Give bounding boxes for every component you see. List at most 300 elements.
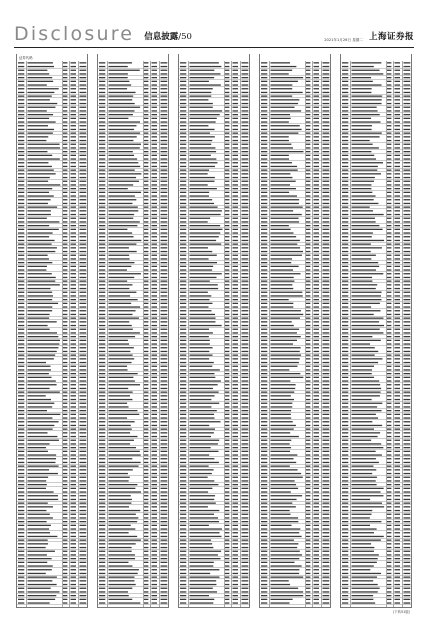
text-stroke	[261, 184, 267, 185]
text-stroke	[306, 503, 310, 504]
text-stroke	[342, 340, 348, 341]
text-stroke	[352, 303, 380, 304]
text-stroke	[387, 565, 391, 566]
text-stroke	[352, 380, 380, 381]
text-stroke	[71, 473, 77, 474]
text-stroke	[242, 577, 249, 578]
text-stroke	[352, 155, 375, 156]
text-stroke	[28, 62, 53, 63]
text-stroke	[80, 203, 87, 204]
text-stroke	[144, 443, 148, 444]
text-stroke	[387, 110, 391, 111]
text-stroke	[80, 73, 87, 74]
text-stroke	[225, 510, 229, 511]
text-stroke	[271, 562, 295, 563]
text-stroke	[18, 380, 24, 381]
text-stroke	[323, 136, 330, 137]
text-stroke	[342, 262, 348, 263]
text-stroke	[314, 414, 320, 415]
text-stroke	[395, 517, 401, 518]
text-stroke	[233, 602, 239, 603]
text-stroke	[180, 232, 186, 233]
text-stroke	[152, 110, 158, 111]
text-stroke	[306, 110, 310, 111]
text-stroke	[314, 136, 320, 137]
text-stroke	[271, 366, 298, 367]
text-stroke	[242, 558, 249, 559]
text-stroke	[404, 184, 411, 185]
text-stroke	[387, 136, 391, 137]
text-stroke	[180, 133, 186, 134]
text-stroke	[63, 225, 67, 226]
text-stroke	[63, 321, 67, 322]
text-stroke	[242, 440, 249, 441]
illegible-text-rows	[17, 61, 89, 608]
text-stroke	[28, 225, 50, 226]
text-stroke	[109, 251, 137, 252]
text-stroke	[225, 277, 229, 278]
text-stroke	[342, 369, 348, 370]
text-stroke	[314, 177, 320, 178]
text-stroke	[323, 528, 330, 529]
text-stroke	[323, 495, 330, 496]
text-stroke	[63, 495, 67, 496]
text-stroke	[342, 118, 348, 119]
text-stroke	[18, 417, 24, 418]
text-stroke	[314, 462, 320, 463]
text-stroke	[306, 144, 310, 145]
text-stroke	[271, 384, 296, 385]
text-stroke	[314, 355, 320, 356]
text-stroke	[387, 140, 391, 141]
text-stroke	[63, 232, 67, 233]
text-stroke	[63, 580, 67, 581]
text-stroke	[323, 491, 330, 492]
text-stroke	[261, 151, 267, 152]
text-stroke	[387, 251, 391, 252]
text-stroke	[63, 129, 67, 130]
text-stroke	[404, 343, 411, 344]
text-stroke	[242, 195, 249, 196]
text-stroke	[152, 488, 158, 489]
text-stroke	[352, 107, 377, 108]
text-stroke	[71, 284, 77, 285]
text-stroke	[323, 358, 330, 359]
text-stroke	[152, 92, 158, 93]
text-stroke	[152, 99, 158, 100]
text-stroke	[271, 244, 298, 245]
text-stroke	[271, 129, 302, 130]
text-stroke	[225, 425, 229, 426]
text-stroke	[190, 173, 208, 174]
text-stroke	[233, 221, 239, 222]
text-stroke	[63, 484, 67, 485]
text-stroke	[387, 521, 391, 522]
text-stroke	[352, 273, 384, 274]
text-stroke	[63, 399, 67, 400]
text-stroke	[323, 129, 330, 130]
text-stroke	[144, 369, 148, 370]
text-stroke	[225, 181, 229, 182]
text-stroke	[63, 469, 67, 470]
text-stroke	[190, 517, 219, 518]
text-stroke	[404, 584, 411, 585]
text-stroke	[404, 384, 411, 385]
text-stroke	[161, 336, 168, 337]
text-stroke	[152, 369, 158, 370]
text-stroke	[352, 240, 385, 241]
text-stroke	[109, 292, 137, 293]
text-stroke	[71, 369, 77, 370]
text-stroke	[80, 144, 87, 145]
text-stroke	[395, 158, 401, 159]
text-stroke	[63, 440, 67, 441]
text-stroke	[242, 562, 249, 563]
text-stroke	[314, 299, 320, 300]
text-stroke	[28, 303, 59, 304]
text-stroke	[314, 195, 320, 196]
text-stroke	[109, 110, 135, 111]
text-stroke	[71, 121, 77, 122]
text-stroke	[63, 417, 67, 418]
text-stroke	[242, 166, 249, 167]
text-stroke	[261, 447, 267, 448]
text-stroke	[18, 118, 24, 119]
text-stroke	[152, 314, 158, 315]
text-stroke	[404, 425, 411, 426]
text-stroke	[395, 121, 401, 122]
text-stroke	[190, 332, 213, 333]
text-stroke	[161, 521, 168, 522]
text-stroke	[99, 144, 105, 145]
text-stroke	[63, 366, 67, 367]
text-stroke	[271, 103, 299, 104]
text-stroke	[261, 443, 267, 444]
text-stroke	[152, 240, 158, 241]
text-stroke	[352, 395, 380, 396]
text-stroke	[352, 406, 378, 407]
text-stroke	[144, 384, 148, 385]
text-stroke	[190, 547, 214, 548]
text-stroke	[144, 262, 148, 263]
text-stroke	[314, 70, 320, 71]
text-stroke	[233, 469, 239, 470]
text-stroke	[271, 395, 291, 396]
text-stroke	[404, 147, 411, 148]
text-stroke	[395, 488, 401, 489]
text-stroke	[387, 114, 391, 115]
text-stroke	[261, 251, 267, 252]
text-stroke	[71, 532, 77, 533]
text-stroke	[395, 410, 401, 411]
text-stroke	[387, 602, 391, 603]
text-stroke	[63, 292, 67, 293]
text-stroke	[352, 269, 377, 270]
text-stroke	[80, 321, 87, 322]
text-stroke	[180, 240, 186, 241]
text-stroke	[80, 199, 87, 200]
text-stroke	[261, 399, 267, 400]
text-stroke	[233, 188, 239, 189]
text-stroke	[352, 129, 372, 130]
text-stroke	[18, 454, 24, 455]
text-stroke	[271, 417, 292, 418]
text-stroke	[161, 218, 168, 219]
text-stroke	[395, 329, 401, 330]
text-stroke	[161, 562, 168, 563]
text-stroke	[71, 295, 77, 296]
text-stroke	[180, 362, 186, 363]
text-stroke	[80, 562, 87, 563]
text-stroke	[271, 303, 294, 304]
text-stroke	[109, 195, 135, 196]
text-stroke	[180, 565, 186, 566]
text-stroke	[271, 162, 293, 163]
text-stroke	[306, 406, 310, 407]
text-stroke	[152, 155, 158, 156]
text-stroke	[323, 151, 330, 152]
text-stroke	[271, 443, 290, 444]
text-stroke	[395, 510, 401, 511]
text-stroke	[404, 81, 411, 82]
text-stroke	[109, 436, 138, 437]
text-stroke	[28, 207, 58, 208]
text-stroke	[404, 477, 411, 478]
text-stroke	[28, 525, 51, 526]
text-stroke	[161, 277, 168, 278]
text-stroke	[190, 528, 222, 529]
text-stroke	[109, 118, 129, 119]
text-stroke	[109, 536, 138, 537]
text-stroke	[144, 321, 148, 322]
text-stroke	[190, 440, 220, 441]
text-stroke	[404, 173, 411, 174]
text-stroke	[404, 417, 411, 418]
text-stroke	[144, 332, 148, 333]
text-stroke	[352, 440, 372, 441]
text-stroke	[306, 218, 310, 219]
text-stroke	[63, 536, 67, 537]
text-stroke	[18, 369, 24, 370]
text-stroke	[99, 184, 105, 185]
text-stroke	[109, 214, 135, 215]
text-stroke	[271, 136, 289, 137]
text-stroke	[271, 273, 301, 274]
text-stroke	[387, 554, 391, 555]
text-stroke	[190, 251, 213, 252]
text-stroke	[190, 380, 221, 381]
text-stroke	[352, 321, 380, 322]
text-stroke	[28, 221, 60, 222]
text-stroke	[404, 273, 411, 274]
text-stroke	[233, 477, 239, 478]
text-stroke	[233, 591, 239, 592]
text-stroke	[152, 184, 158, 185]
text-stroke	[80, 525, 87, 526]
text-stroke	[323, 103, 330, 104]
text-stroke	[323, 262, 330, 263]
text-stroke	[71, 440, 77, 441]
text-stroke	[71, 170, 77, 171]
text-stroke	[80, 281, 87, 282]
text-stroke	[387, 281, 391, 282]
text-stroke	[180, 366, 186, 367]
text-stroke	[242, 218, 249, 219]
text-stroke	[233, 177, 239, 178]
text-stroke	[180, 584, 186, 585]
text-stroke	[109, 403, 128, 404]
text-stroke	[161, 292, 168, 293]
text-stroke	[28, 443, 50, 444]
text-stroke	[261, 144, 267, 145]
text-stroke	[233, 129, 239, 130]
text-stroke	[404, 355, 411, 356]
text-stroke	[314, 406, 320, 407]
text-stroke	[225, 491, 229, 492]
text-stroke	[261, 525, 267, 526]
text-stroke	[180, 602, 186, 603]
text-stroke	[323, 99, 330, 100]
text-stroke	[99, 103, 105, 104]
text-stroke	[306, 66, 310, 67]
text-stroke	[261, 466, 267, 467]
text-stroke	[342, 81, 348, 82]
text-stroke	[314, 129, 320, 130]
text-stroke	[109, 528, 136, 529]
text-stroke	[99, 306, 105, 307]
text-stroke	[180, 388, 186, 389]
text-stroke	[352, 477, 377, 478]
text-stroke	[71, 602, 77, 603]
text-stroke	[152, 118, 158, 119]
text-stroke	[63, 547, 67, 548]
text-stroke	[18, 565, 24, 566]
text-stroke	[242, 595, 249, 596]
text-stroke	[271, 110, 302, 111]
text-stroke	[28, 240, 55, 241]
text-stroke	[28, 547, 46, 548]
text-stroke	[404, 599, 411, 600]
text-stroke	[190, 392, 219, 393]
text-stroke	[109, 466, 139, 467]
text-stroke	[80, 595, 87, 596]
text-stroke	[109, 140, 134, 141]
text-stroke	[306, 170, 310, 171]
text-stroke	[71, 480, 77, 481]
text-stroke	[233, 491, 239, 492]
text-stroke	[161, 395, 168, 396]
text-stroke	[99, 70, 105, 71]
text-stroke	[190, 92, 212, 93]
text-stroke	[404, 192, 411, 193]
text-stroke	[271, 466, 290, 467]
text-stroke	[395, 181, 401, 182]
text-stroke	[80, 384, 87, 385]
text-stroke	[180, 73, 186, 74]
text-stroke	[233, 373, 239, 374]
text-stroke	[233, 273, 239, 274]
text-stroke	[109, 377, 134, 378]
text-stroke	[342, 477, 348, 478]
text-stroke	[190, 421, 221, 422]
text-stroke	[144, 310, 148, 311]
text-stroke	[180, 343, 186, 344]
text-stroke	[161, 369, 168, 370]
text-stroke	[323, 362, 330, 363]
text-stroke	[314, 77, 320, 78]
text-stroke	[28, 140, 47, 141]
text-stroke	[225, 240, 229, 241]
text-stroke	[387, 255, 391, 256]
text-stroke	[242, 225, 249, 226]
text-stroke	[190, 403, 220, 404]
text-stroke	[242, 214, 249, 215]
text-stroke	[99, 181, 105, 182]
text-stroke	[404, 340, 411, 341]
text-stroke	[99, 454, 105, 455]
text-stroke	[144, 281, 148, 282]
text-stroke	[18, 103, 24, 104]
text-stroke	[225, 329, 229, 330]
text-stroke	[242, 336, 249, 337]
text-stroke	[71, 144, 77, 145]
text-stroke	[18, 203, 24, 204]
text-stroke	[28, 184, 61, 185]
text-stroke	[99, 177, 105, 178]
text-stroke	[404, 421, 411, 422]
text-stroke	[314, 454, 320, 455]
text-stroke	[71, 244, 77, 245]
text-stroke	[233, 288, 239, 289]
text-stroke	[71, 188, 77, 189]
text-stroke	[190, 66, 222, 67]
text-stroke	[161, 129, 168, 130]
text-stroke	[387, 432, 391, 433]
text-stroke	[190, 292, 208, 293]
text-stroke	[233, 503, 239, 504]
text-stroke	[233, 232, 239, 233]
text-stroke	[342, 425, 348, 426]
text-stroke	[387, 203, 391, 204]
text-stroke	[342, 462, 348, 463]
text-stroke	[18, 432, 24, 433]
text-stroke	[63, 218, 67, 219]
text-stroke	[342, 155, 348, 156]
text-stroke	[242, 429, 249, 430]
text-stroke	[342, 392, 348, 393]
text-stroke	[306, 318, 310, 319]
text-stroke	[342, 480, 348, 481]
text-stroke	[387, 358, 391, 359]
text-stroke	[225, 517, 229, 518]
text-stroke	[190, 540, 212, 541]
text-stroke	[395, 399, 401, 400]
text-stroke	[152, 454, 158, 455]
text-stroke	[271, 488, 299, 489]
text-stroke	[144, 440, 148, 441]
text-stroke	[99, 388, 105, 389]
text-stroke	[387, 469, 391, 470]
text-stroke	[342, 380, 348, 381]
text-stroke	[233, 114, 239, 115]
table-column-1	[16, 54, 88, 608]
text-stroke	[242, 421, 249, 422]
text-stroke	[233, 269, 239, 270]
text-stroke	[233, 88, 239, 89]
text-stroke	[306, 299, 310, 300]
text-stroke	[152, 173, 158, 174]
text-stroke	[180, 573, 186, 574]
